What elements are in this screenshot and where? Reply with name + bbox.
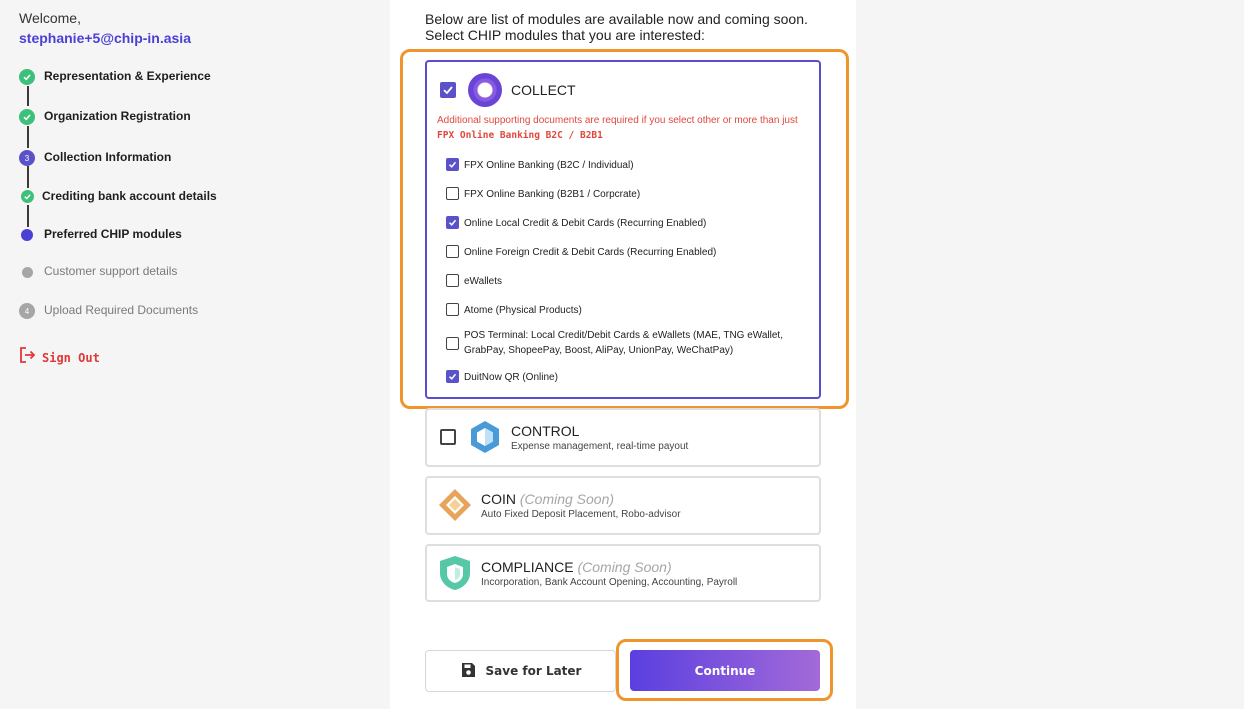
coin-title <box>481 491 614 507</box>
option-label: Atome (Physical Products) <box>464 305 582 316</box>
step-organization-registration[interactable] <box>0 107 390 127</box>
option-label: POS Terminal: Local Credit/Debit Cards & eWallets (MAE, TNG eWallet, GrabPay, ShopeePay, Boost, AliPay, UnionPay, WeChatPay) <box>464 330 783 356</box>
step-label: Organization Registration <box>44 109 191 123</box>
option-label: FPX Online Banking (B2C / Individual) <box>464 160 634 171</box>
intro-text <box>425 11 808 43</box>
control-title: CONTROL <box>511 423 580 439</box>
step-connector <box>27 126 29 148</box>
warning-text: Additional supporting documents are required if you select other or more than just <box>437 115 798 126</box>
step-number-badge: 3 <box>19 150 35 166</box>
step-representation-experience[interactable] <box>0 67 390 87</box>
option-checkbox[interactable] <box>446 274 459 287</box>
step-number-badge: 4 <box>19 303 35 319</box>
option-atome[interactable] <box>446 303 816 317</box>
option-checkbox[interactable] <box>446 337 459 350</box>
step-preferred-chip-modules[interactable] <box>0 225 390 245</box>
sign-out-icon <box>18 346 36 369</box>
option-fpx-b2b1[interactable] <box>446 187 816 201</box>
collect-warning <box>437 113 807 143</box>
check-icon <box>21 190 34 203</box>
sign-out-button[interactable] <box>18 346 100 369</box>
option-label: Online Foreign Credit & Debit Cards (Recurring Enabled) <box>464 247 717 258</box>
save-for-later-button[interactable] <box>425 650 616 692</box>
step-connector <box>27 86 29 106</box>
step-crediting-bank-account[interactable] <box>0 187 390 207</box>
step-label: Upload Required Documents <box>44 303 199 317</box>
step-label: Preferred CHIP modules <box>44 227 182 241</box>
option-foreign-cards[interactable] <box>446 245 816 259</box>
coin-subtitle: Auto Fixed Deposit Placement, Robo-advisor <box>481 509 681 520</box>
control-logo-icon <box>469 420 501 459</box>
check-icon <box>19 109 35 125</box>
option-label: Online Local Credit & Debit Cards (Recurring Enabled) <box>464 218 707 229</box>
compliance-subtitle: Incorporation, Bank Account Opening, Accounting, Payroll <box>481 577 738 588</box>
control-checkbox[interactable] <box>440 429 456 445</box>
warning-highlight: FPX Online Banking B2C / B2B1 <box>437 130 603 141</box>
option-label: eWallets <box>464 276 502 287</box>
option-duitnow-qr[interactable] <box>446 370 816 384</box>
step-label: Crediting bank account details <box>42 189 217 203</box>
step-connector <box>27 166 29 188</box>
pending-step-dot <box>22 267 33 278</box>
option-ewallets[interactable] <box>446 274 816 288</box>
option-checkbox[interactable] <box>446 216 459 229</box>
sign-out-label: Sign Out <box>42 350 100 365</box>
compliance-logo-icon <box>438 555 472 596</box>
compliance-title-text: COMPLIANCE <box>481 559 574 575</box>
check-icon <box>19 69 35 85</box>
option-checkbox[interactable] <box>446 158 459 171</box>
compliance-coming-soon: (Coming Soon) <box>577 559 672 575</box>
option-pos-terminal[interactable] <box>446 328 816 358</box>
save-icon <box>460 662 476 681</box>
continue-button[interactable]: Continue <box>630 650 820 691</box>
step-label: Collection Information <box>44 150 172 164</box>
step-collection-information[interactable] <box>0 148 390 168</box>
save-label: Save for Later <box>485 664 582 678</box>
intro-line-1: Below are list of modules are available now and coming soon. <box>425 11 808 27</box>
welcome-text: Welcome, <box>19 10 81 26</box>
option-checkbox[interactable] <box>446 303 459 316</box>
current-step-dot <box>21 229 33 241</box>
collect-title: COLLECT <box>511 82 576 98</box>
option-label: FPX Online Banking (B2B1 / Corpcrate) <box>464 189 641 200</box>
sidebar <box>0 0 390 709</box>
user-email: stephanie+5@chip-in.asia <box>19 30 191 46</box>
option-checkbox[interactable] <box>446 370 459 383</box>
coin-title-text: COIN <box>481 491 516 507</box>
option-label: DuitNow QR (Online) <box>464 372 558 383</box>
step-upload-required-documents <box>0 301 390 321</box>
option-checkbox[interactable] <box>446 245 459 258</box>
compliance-title <box>481 559 672 575</box>
option-checkbox[interactable] <box>446 187 459 200</box>
option-fpx-b2c[interactable] <box>446 158 816 172</box>
step-connector <box>27 205 29 227</box>
coin-coming-soon: (Coming Soon) <box>519 491 615 507</box>
coin-logo-icon <box>438 488 472 527</box>
collect-checkbox[interactable] <box>440 82 456 98</box>
step-customer-support-details <box>0 262 390 282</box>
step-label: Representation & Experience <box>44 69 211 83</box>
control-subtitle: Expense management, real-time payout <box>511 441 689 452</box>
option-local-cards[interactable] <box>446 216 816 230</box>
intro-line-2: Select CHIP modules that you are interested: <box>425 27 705 43</box>
collect-logo-icon <box>468 73 502 107</box>
step-label: Customer support details <box>44 264 178 278</box>
